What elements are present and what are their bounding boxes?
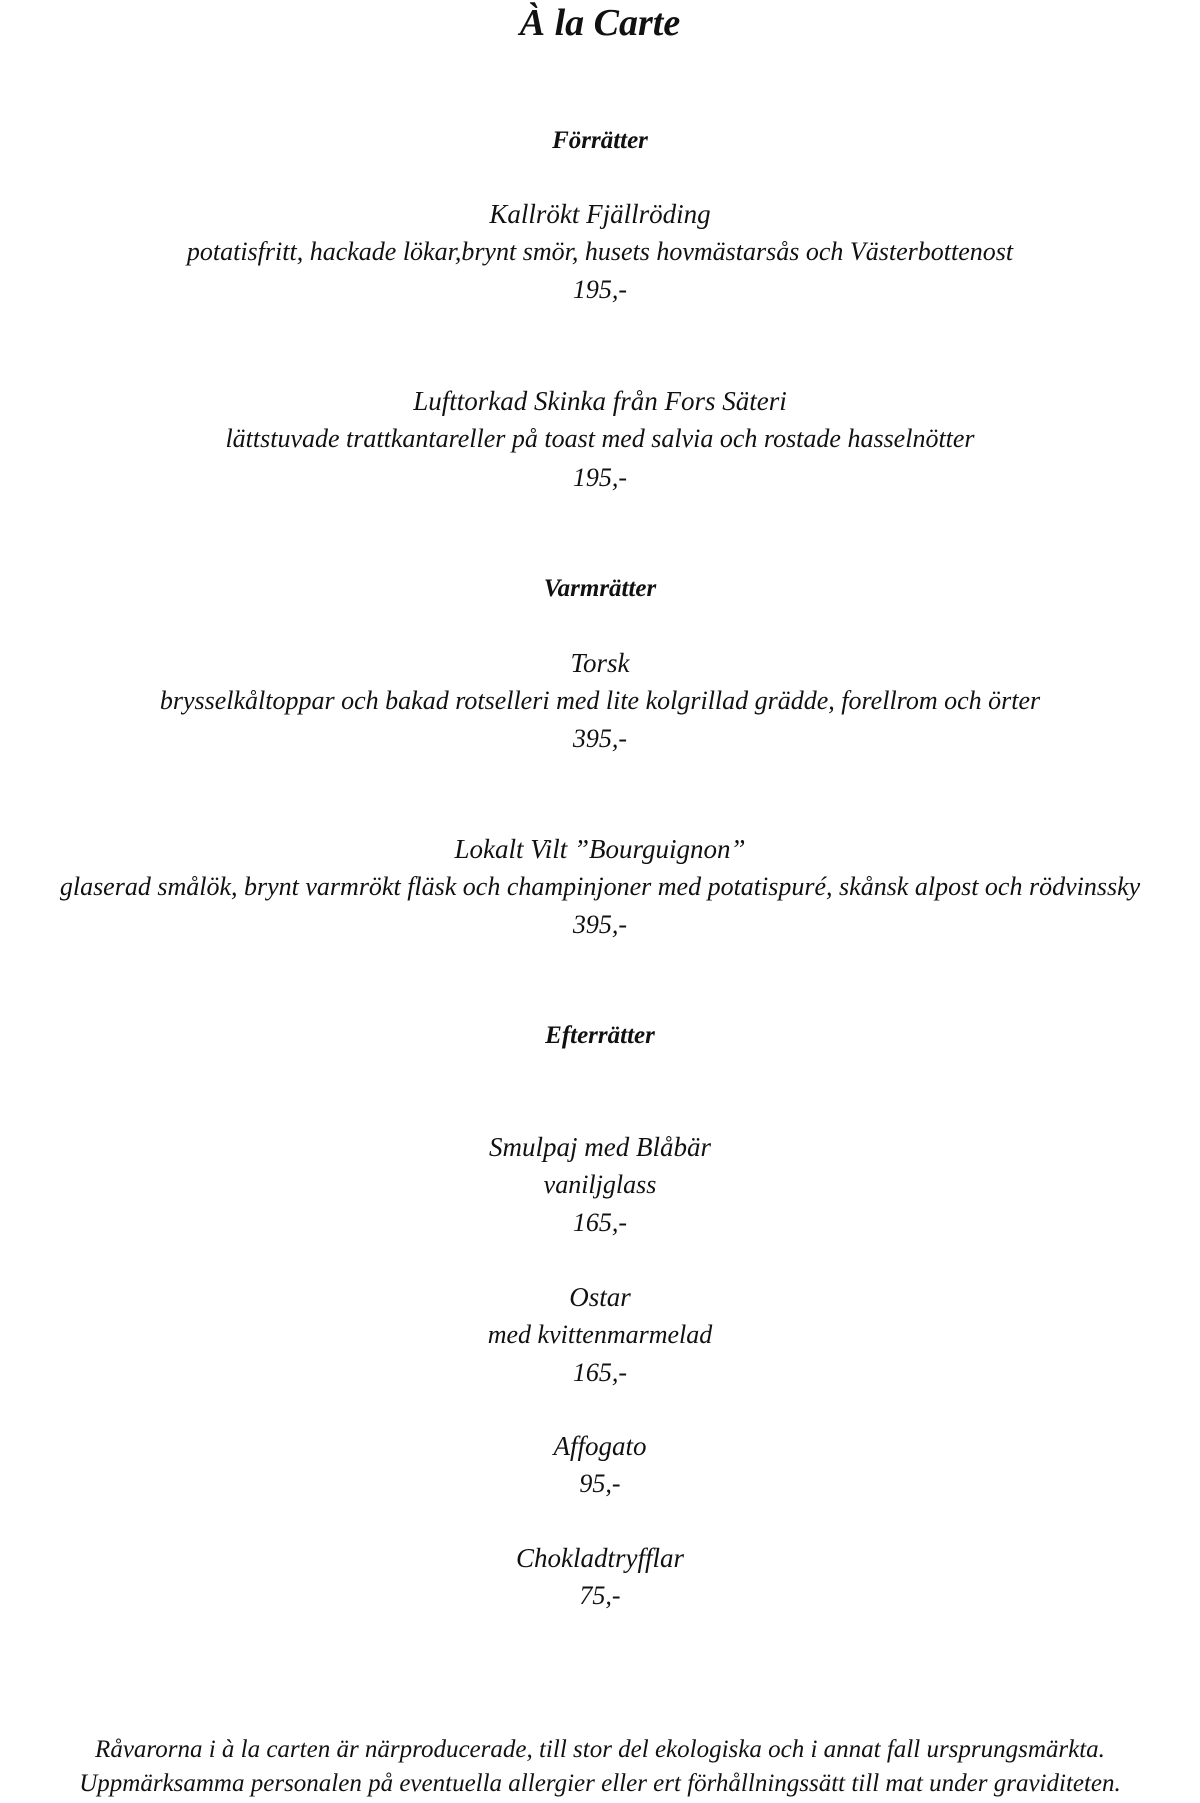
dish-price: 165,- bbox=[572, 1208, 628, 1237]
dish-name: Affogato bbox=[553, 1431, 647, 1461]
dish-description: brysselkåltoppar och bakad rotselleri med lite kolgrillad grädde, forellrom och örter bbox=[159, 686, 1041, 715]
dish-description: glaserad smålök, brynt varmrökt fläsk och champinjoner med potatispuré, skånsk alpost och rödvinssky bbox=[59, 872, 1141, 901]
dish-name: Lufttorkad Skinka från Fors Säteri bbox=[413, 386, 787, 416]
dish-name: Kallrökt Fjällröding bbox=[489, 199, 711, 229]
dish-price: 195,- bbox=[572, 463, 628, 492]
dish-name: Chokladtryfflar bbox=[516, 1543, 684, 1573]
dish-price: 195,- bbox=[572, 275, 628, 304]
dish-price: 75,- bbox=[579, 1581, 621, 1610]
dish-name: Ostar bbox=[569, 1282, 631, 1312]
footer-note-sourcing: Råvarorna i à la carten är närproducerade, till stor del ekologiska och i annat fall ursprungsmärkta. bbox=[95, 1736, 1105, 1763]
dish-name: Smulpaj med Blåbär bbox=[489, 1132, 711, 1162]
section-heading-efterratter: Efterrätter bbox=[545, 1022, 655, 1049]
dish-price: 165,- bbox=[572, 1358, 628, 1387]
dish-description: vaniljglass bbox=[543, 1170, 657, 1199]
dish-price: 95,- bbox=[579, 1469, 621, 1498]
dish-price: 395,- bbox=[572, 910, 628, 939]
dish-name: Lokalt Vilt ”Bourguignon” bbox=[454, 834, 746, 864]
dish-description: med kvittenmarmelad bbox=[487, 1320, 713, 1349]
section-heading-varmratter: Varmrätter bbox=[543, 575, 657, 602]
footer-note-allergies: Uppmärksamma personalen på eventuella allergier eller ert förhållningssätt till mat under graviditeten. bbox=[79, 1770, 1121, 1797]
dish-description: potatisfritt, hackade lökar,brynt smör, husets hovmästarsås och Västerbottenost bbox=[186, 237, 1014, 266]
dish-description: lättstuvade trattkantareller på toast med salvia och rostade hasselnötter bbox=[225, 424, 975, 453]
section-heading-forratter: Förrätter bbox=[552, 127, 648, 154]
page-title: À la Carte bbox=[519, 2, 681, 44]
dish-name: Torsk bbox=[570, 648, 630, 678]
dish-price: 395,- bbox=[572, 724, 628, 753]
